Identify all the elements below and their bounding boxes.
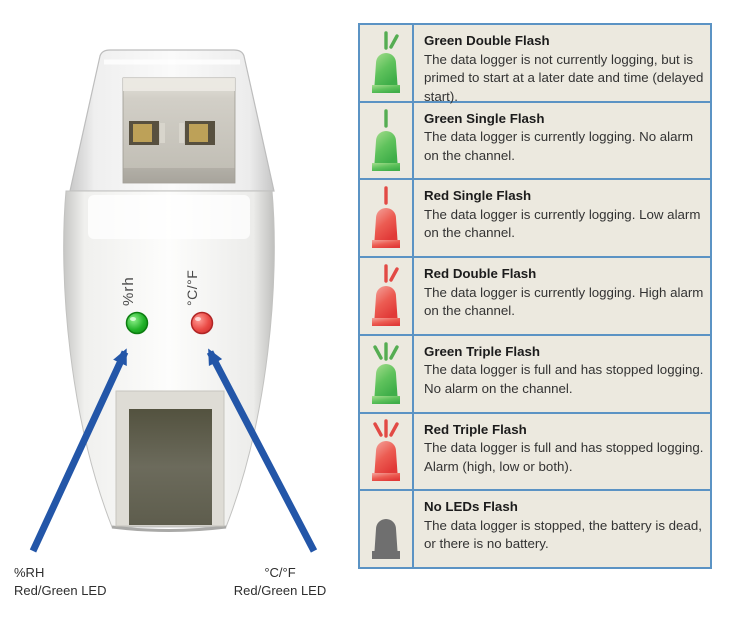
icon-cell [360, 336, 414, 412]
row-description: The data logger is stopped, the battery is dead, or there is no battery. [424, 517, 702, 552]
row-description: The data logger is currently logging. Low alarm on the channel. [424, 206, 701, 241]
red-triple-flash-icon [366, 419, 406, 483]
row-title: Red Triple Flash [424, 421, 527, 437]
green-triple-flash-icon [366, 342, 406, 406]
text-cell [414, 491, 710, 567]
row-description: The data logger is currently logging. High alarm on the channel. [424, 284, 704, 319]
icon-cell [360, 491, 414, 567]
right-callout-channel: °C/°F [264, 565, 296, 580]
icon-cell [360, 25, 414, 101]
text-cell [414, 336, 710, 412]
text-cell [414, 25, 710, 104]
data-logger-photo [0, 0, 356, 617]
device-marking-humidity: %rh [120, 276, 137, 306]
red-led [192, 313, 213, 334]
sensor-window [116, 391, 224, 526]
table-row [360, 491, 710, 567]
green-double-flash-icon [366, 31, 406, 95]
row-description: The data logger is full and has stopped logging. No alarm on the channel. [424, 362, 704, 396]
row-description: The data logger is full and has stopped logging. Alarm (high, low or both). [424, 440, 704, 474]
row-title: Red Double Flash [424, 266, 537, 282]
red-double-flash-icon [366, 264, 406, 328]
icon-cell [360, 180, 414, 256]
text-cell [414, 180, 710, 256]
table-row [360, 103, 710, 181]
row-title: No LEDs Flash [424, 499, 518, 515]
usb-connector [123, 78, 235, 183]
right-callout-led: Red/Green LED [233, 583, 327, 598]
row-title: Red Single Flash [424, 188, 532, 204]
table-row [360, 258, 710, 336]
row-title: Green Double Flash [424, 33, 550, 48]
icon-cell [360, 414, 414, 490]
row-description: The data logger is currently logging. No alarm on the channel. [424, 129, 694, 163]
row-title: Green Single Flash [424, 110, 545, 126]
left-callout-label [14, 564, 107, 600]
text-cell [414, 414, 710, 490]
led-status-legend-table [358, 23, 712, 569]
text-cell [414, 258, 710, 334]
data-logger-figure [0, 0, 356, 617]
table-row [360, 180, 710, 258]
red-single-flash-icon [366, 186, 406, 250]
left-callout-channel: %RH [14, 565, 45, 580]
device-marking-temperature: °C/°F [184, 269, 200, 306]
no-leds-flash-icon [366, 497, 406, 561]
icon-cell [360, 103, 414, 179]
green-single-flash-icon [366, 109, 406, 173]
row-description: The data logger is not currently logging, but is primed to start at a later date and time (delayed start). [424, 51, 704, 104]
green-led [127, 313, 148, 334]
row-title: Green Triple Flash [424, 343, 541, 359]
table-row [360, 336, 710, 414]
left-callout-led: Red/Green LED [14, 583, 107, 598]
icon-cell [360, 258, 414, 334]
table-row [360, 414, 710, 492]
table-row [360, 25, 710, 103]
text-cell [414, 103, 710, 179]
right-callout-label [228, 564, 332, 600]
